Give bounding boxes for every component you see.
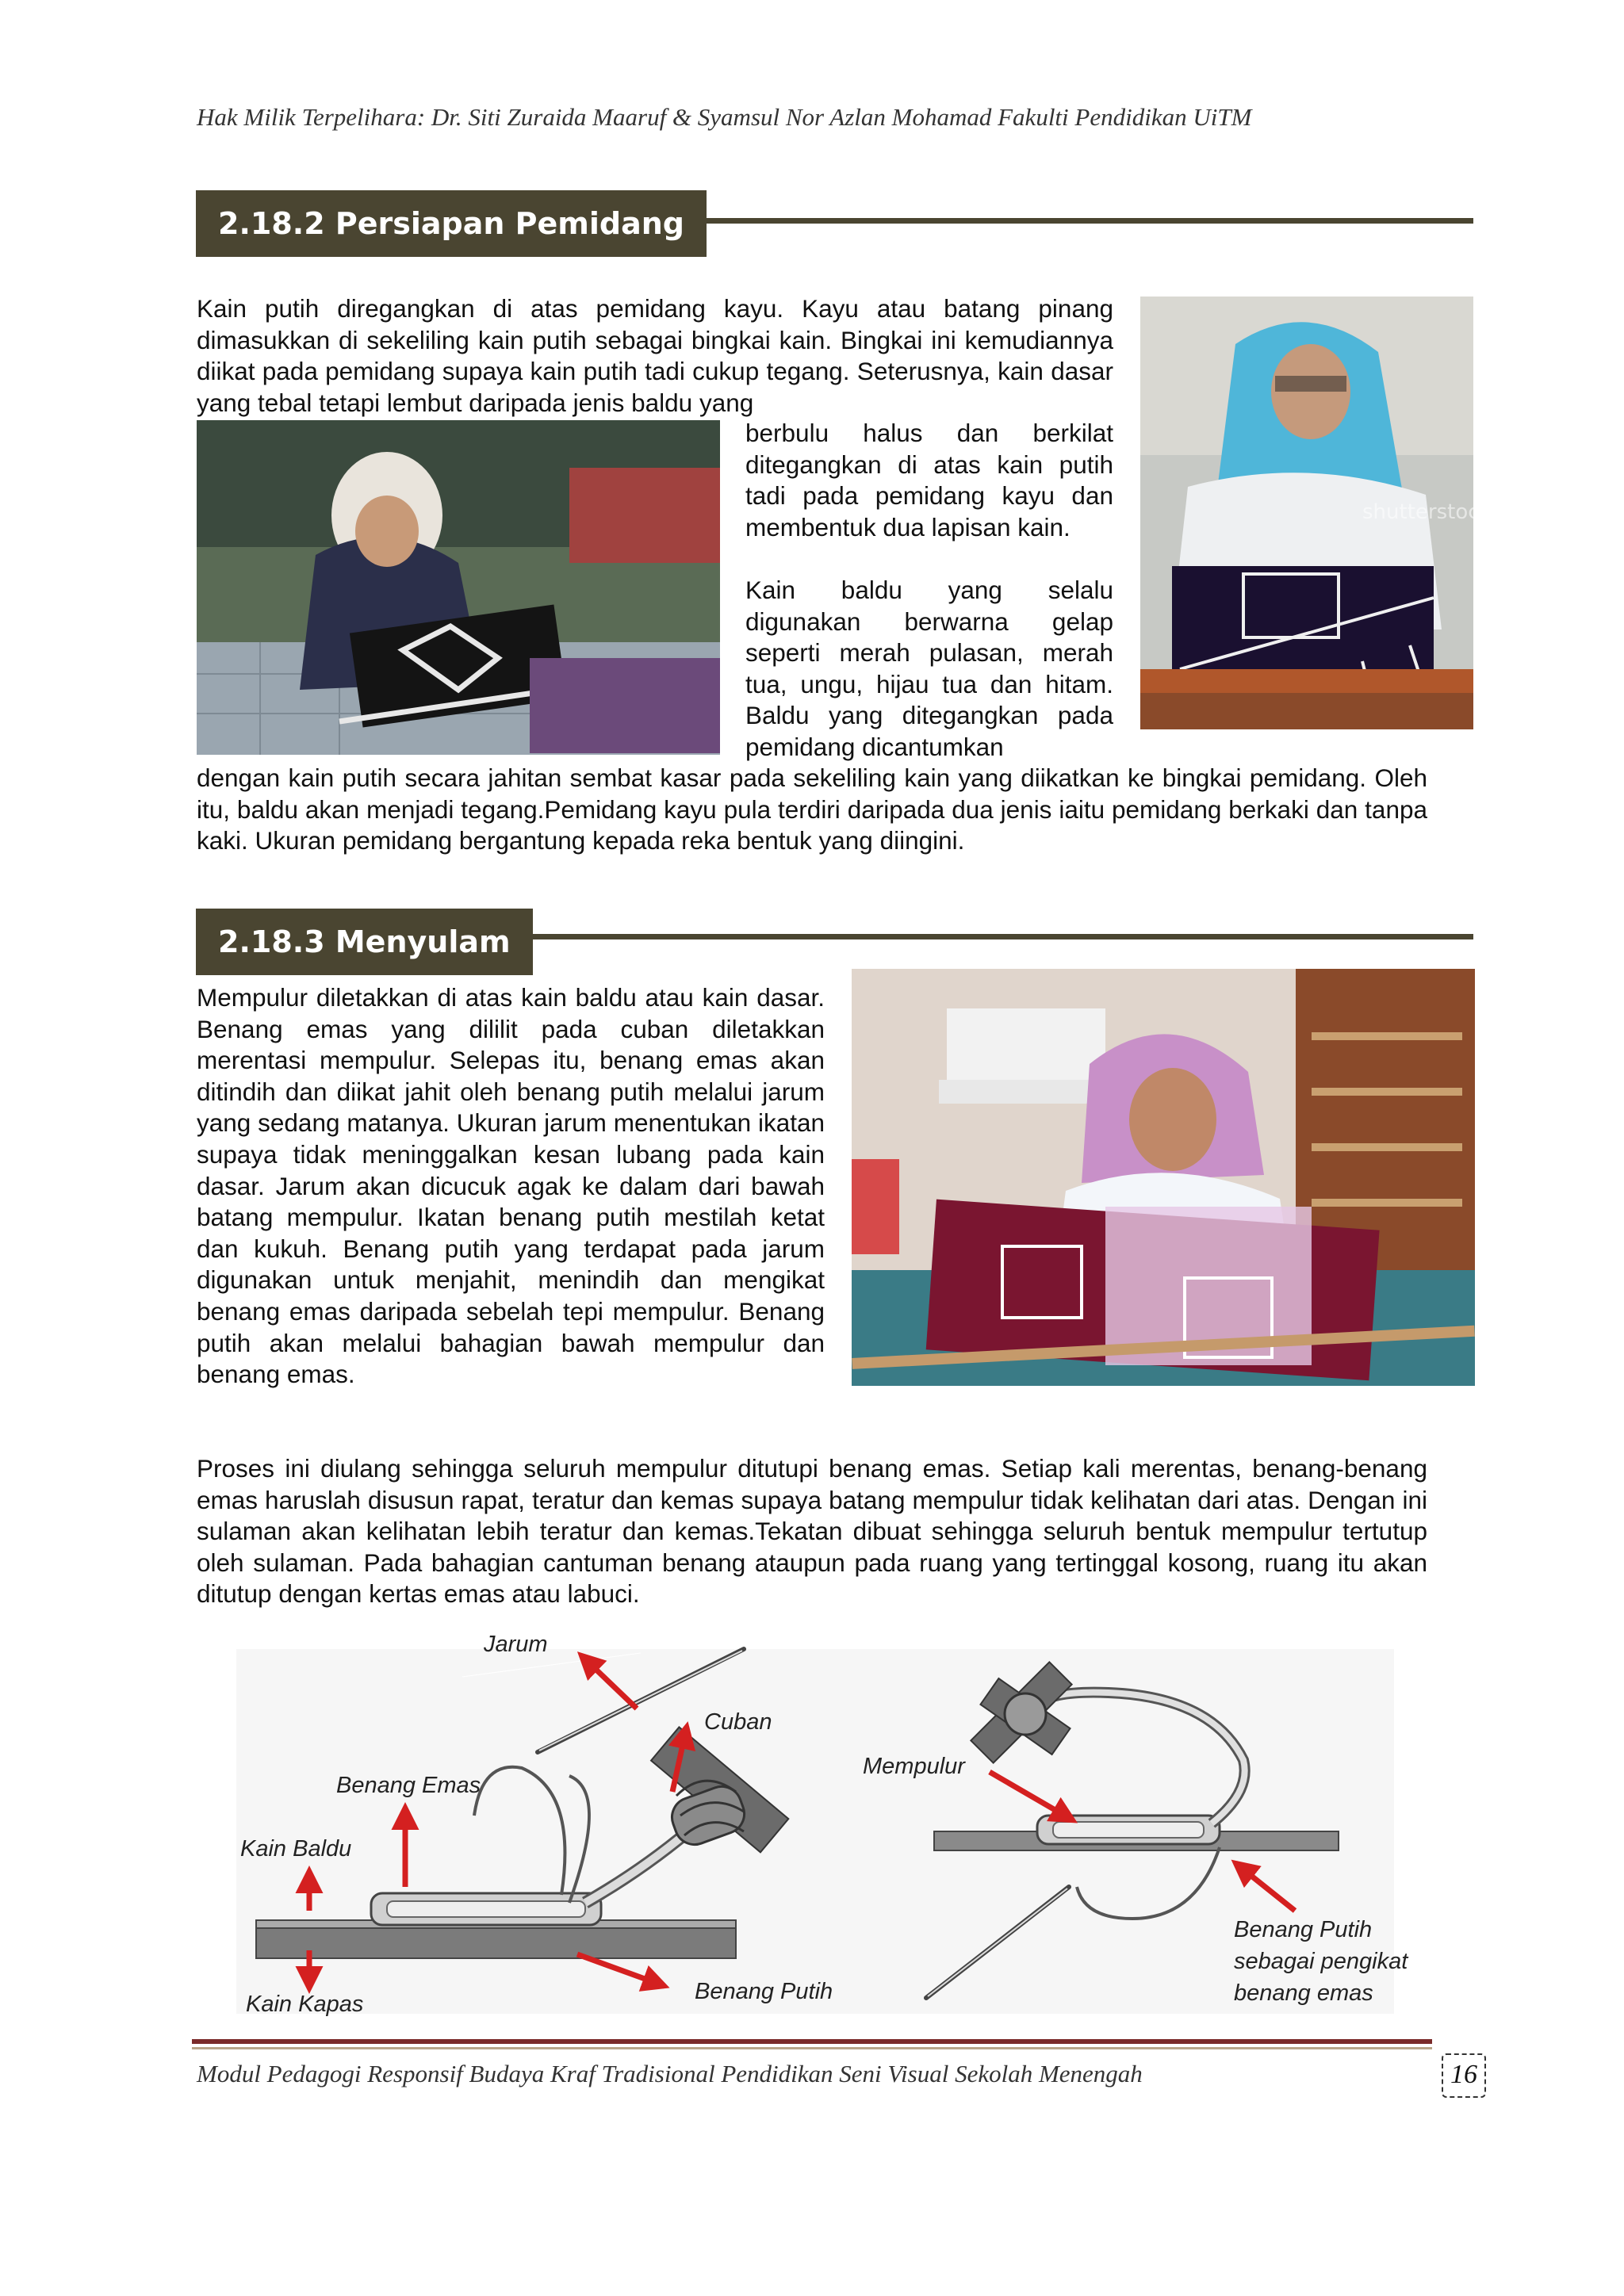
label-benang-putih-pengikat-1: Benang Putih bbox=[1234, 1917, 1373, 1942]
embroidery-diagram bbox=[197, 1633, 1427, 2030]
page-header: Hak Milik Terpelihara: Dr. Siti Zuraida Maaruf & Syamsul Nor Azlan Mohamad Fakulti Pendidikan UiTM bbox=[197, 103, 1252, 131]
paragraph-persiapan-mid-2: Kain baldu yang selalu digunakan berwarna gelap seperti merah pulasan, merah tua, ungu, hijau tua dan hitam. Baldu yang ditegangkan pada pemidang dicantumkan bbox=[745, 576, 1113, 761]
label-mempulur: Mempulur bbox=[863, 1754, 965, 1779]
label-benang-putih-pengikat-3: benang emas bbox=[1234, 1980, 1373, 2006]
photo-woman-embroidering-frame bbox=[197, 420, 720, 755]
label-jarum: Jarum bbox=[484, 1632, 548, 1657]
section-rule bbox=[523, 934, 1473, 939]
label-kain-kapas: Kain Kapas bbox=[246, 1992, 364, 2017]
photo-woman-blue-hijab bbox=[1140, 297, 1492, 729]
label-cuban: Cuban bbox=[704, 1709, 772, 1735]
label-benang-putih-pengikat-2: sebagai pengikat bbox=[1234, 1949, 1408, 1974]
page-footer: Modul Pedagogi Responsif Budaya Kraf Tradisional Pendidikan Seni Visual Sekolah Menengah bbox=[197, 2060, 1143, 2087]
paragraph-menyulam-left: Mempulur diletakkan di atas kain baldu atau kain dasar. Benang emas yang dililit pada cuban diletakkan merentasi mempulur. Selepas itu, benang emas akan ditindih dan diikat jahit oleh benang putih melalui jarum yang sedang matanya. Ukuran jarum menentukan ikatan supaya tidak meninggalkan kesan lubang pada kain dasar. Jarum akan dicucuk agak ke dalam dari bawah batang mempulur. Ikatan benang putih mestilah ketat dan kukuh. Benang putih yang terdapat pada jarum digunakan untuk menjahit, menindih dan mengikat benang emas daripada sebelah tepi mempulur. Benang putih akan melalui bahagian bawah mempulur dan benang emas. bbox=[197, 983, 825, 1389]
paragraph-menyulam-full: Proses ini diulang sehingga seluruh mempulur ditutupi benang emas. Setiap kali merentas, benang-benang emas haruslah disusun rapat, teratur dan kemas supaya batang mempulur tidak kelihatan dari atas. Dengan ini sulaman akan kelihatan lebih teratur dan kemas.Tekatan dibuat sehingga seluruh bentuk mempulur tertutup oleh sulaman. Pada bahagian cantuman benang ataupun pada ruang yang tertinggal kosong, ruang itu akan ditutup dengan kertas emas atau labuci. bbox=[197, 1454, 1427, 1609]
footer-rule-thin bbox=[192, 2047, 1432, 2049]
paragraph-persiapan-bottom: dengan kain putih secara jahitan sembat kasar pada sekeliling kain yang diikatkan ke bingkai pemidang. Oleh itu, baldu akan menjadi tegang.Pemidang kayu pula terdiri daripada dua jenis iaitu pemidang berkaki dan tanpa kaki. Ukuran pemidang bergantung kepada reka bentuk yang diingini. bbox=[197, 763, 1427, 855]
page-number: 16 bbox=[1442, 2053, 1486, 2098]
section-heading-menyulam: 2.18.3 Menyulam bbox=[196, 909, 533, 975]
footer-rule bbox=[192, 2039, 1432, 2044]
paragraph-persiapan-top: Kain putih diregangkan di atas pemidang kayu. Kayu atau batang pinang dimasukkan di sekeliling kain putih sebagai bingkai kain. Bingkai ini kemudiannya diikat pada pemidang supaya kain putih tadi cukup tegang. Seterusnya, kain dasar yang tebal tetapi lembut daripada jenis baldu yang bbox=[197, 294, 1113, 417]
paragraph-persiapan-mid-1: berbulu halus dan berkilat ditegangkan di atas kain putih tadi pada pemidang kayu dan membentuk dua lapisan kain. bbox=[745, 419, 1113, 541]
label-benang-putih: Benang Putih bbox=[695, 1979, 833, 2004]
section-rule bbox=[690, 218, 1473, 224]
photo-watermark: shutterstock bbox=[1362, 500, 1492, 524]
label-kain-baldu: Kain Baldu bbox=[240, 1836, 352, 1862]
section-heading-persiapan: 2.18.2 Persiapan Pemidang bbox=[196, 190, 707, 257]
label-benang-emas: Benang Emas bbox=[336, 1773, 481, 1798]
photo-woman-pink-hijab-embroidery bbox=[852, 969, 1475, 1386]
